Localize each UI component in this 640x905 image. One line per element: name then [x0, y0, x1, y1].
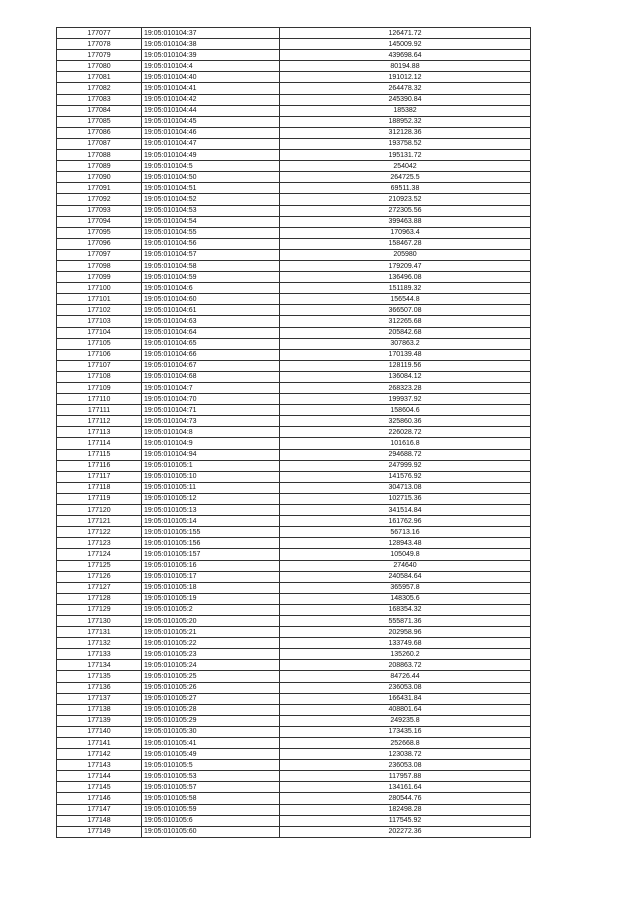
value-cell: 136496.08: [280, 272, 531, 283]
row-number-cell: 177110: [57, 394, 142, 405]
cadastral-number-cell: 19:05:010104:46: [142, 127, 280, 138]
cadastral-number-cell: 19:05:010104:71: [142, 405, 280, 416]
table-row: [57, 338, 531, 349]
table-row: [57, 449, 531, 460]
table-row: [57, 272, 531, 283]
value-cell: 188952.32: [280, 116, 531, 127]
value-cell: 170963.4: [280, 227, 531, 238]
table-row: [57, 593, 531, 604]
cadastral-number-cell: 19:05:010104:57: [142, 249, 280, 260]
row-number-cell: 177087: [57, 138, 142, 149]
table-row: [57, 283, 531, 294]
table-row: [57, 116, 531, 127]
row-number-cell: 177079: [57, 50, 142, 61]
cadastral-number-cell: 19:05:010104:68: [142, 371, 280, 382]
cadastral-number-cell: 19:05:010105:20: [142, 615, 280, 626]
row-number-cell: 177119: [57, 493, 142, 504]
table-row: [57, 405, 531, 416]
value-cell: 312265.68: [280, 316, 531, 327]
value-cell: 252668.8: [280, 738, 531, 749]
table-row: [57, 427, 531, 438]
value-cell: 312128.36: [280, 127, 531, 138]
cadastral-number-cell: 19:05:010104:9: [142, 438, 280, 449]
table-row: [57, 582, 531, 593]
table-row: [57, 238, 531, 249]
value-cell: 133749.68: [280, 638, 531, 649]
value-cell: 202958.96: [280, 627, 531, 638]
value-cell: 185382: [280, 105, 531, 116]
value-cell: 191012.12: [280, 72, 531, 83]
value-cell: 158604.6: [280, 405, 531, 416]
table-row: [57, 704, 531, 715]
cadastral-number-cell: 19:05:010104:55: [142, 227, 280, 238]
cadastral-number-cell: 19:05:010105:28: [142, 704, 280, 715]
value-cell: 123038.72: [280, 749, 531, 760]
cadastral-number-cell: 19:05:010105:49: [142, 749, 280, 760]
value-cell: 408801.64: [280, 704, 531, 715]
row-number-cell: 177080: [57, 61, 142, 72]
table-row: [57, 615, 531, 626]
table-row: [57, 316, 531, 327]
row-number-cell: 177149: [57, 826, 142, 837]
cadastral-number-cell: 19:05:010104:50: [142, 172, 280, 183]
cadastral-number-cell: 19:05:010105:24: [142, 660, 280, 671]
value-cell: 151189.32: [280, 283, 531, 294]
row-number-cell: 177089: [57, 161, 142, 172]
row-number-cell: 177088: [57, 150, 142, 161]
cadastral-number-cell: 19:05:010105:14: [142, 516, 280, 527]
value-cell: 145009.92: [280, 39, 531, 50]
row-number-cell: 177084: [57, 105, 142, 116]
table-row: [57, 305, 531, 316]
row-number-cell: 177140: [57, 726, 142, 737]
row-number-cell: 177103: [57, 316, 142, 327]
table-row: [57, 749, 531, 760]
table-row: [57, 715, 531, 726]
cadastral-number-cell: 19:05:010104:5: [142, 161, 280, 172]
table-row: [57, 194, 531, 205]
table-row: [57, 549, 531, 560]
table-row: [57, 327, 531, 338]
value-cell: 280544.76: [280, 793, 531, 804]
table-row: [57, 94, 531, 105]
cadastral-number-cell: 19:05:010104:60: [142, 294, 280, 305]
value-cell: 439698.64: [280, 50, 531, 61]
cadastral-number-cell: 19:05:010104:52: [142, 194, 280, 205]
table-body: [57, 28, 531, 838]
cadastral-number-cell: 19:05:010104:40: [142, 72, 280, 83]
table-row: [57, 161, 531, 172]
row-number-cell: 177141: [57, 738, 142, 749]
value-cell: 168354.32: [280, 604, 531, 615]
row-number-cell: 177131: [57, 627, 142, 638]
value-cell: 399463.88: [280, 216, 531, 227]
cadastral-number-cell: 19:05:010105:17: [142, 571, 280, 582]
value-cell: 236053.08: [280, 760, 531, 771]
cadastral-number-cell: 19:05:010104:8: [142, 427, 280, 438]
table-row: [57, 493, 531, 504]
cadastral-number-cell: 19:05:010105:23: [142, 649, 280, 660]
table-row: [57, 150, 531, 161]
value-cell: 56713.16: [280, 527, 531, 538]
row-number-cell: 177111: [57, 405, 142, 416]
value-cell: 179209.47: [280, 260, 531, 271]
row-number-cell: 177091: [57, 183, 142, 194]
table-row: [57, 394, 531, 405]
table-row: [57, 105, 531, 116]
table-row: [57, 804, 531, 815]
row-number-cell: 177107: [57, 360, 142, 371]
cadastral-number-cell: 19:05:010104:94: [142, 449, 280, 460]
table-row: [57, 649, 531, 660]
value-cell: 249235.8: [280, 715, 531, 726]
table-row: [57, 349, 531, 360]
row-number-cell: 177082: [57, 83, 142, 94]
value-cell: 84726.44: [280, 671, 531, 682]
row-number-cell: 177100: [57, 283, 142, 294]
cadastral-number-cell: 19:05:010104:54: [142, 216, 280, 227]
row-number-cell: 177104: [57, 327, 142, 338]
value-cell: 294688.72: [280, 449, 531, 460]
cadastral-number-cell: 19:05:010105:19: [142, 593, 280, 604]
value-cell: 365957.8: [280, 582, 531, 593]
cadastral-number-cell: 19:05:010104:41: [142, 83, 280, 94]
cadastral-number-cell: 19:05:010105:22: [142, 638, 280, 649]
cadastral-number-cell: 19:05:010104:47: [142, 138, 280, 149]
table-row: [57, 671, 531, 682]
cadastral-number-cell: 19:05:010104:44: [142, 105, 280, 116]
value-cell: 161762.96: [280, 516, 531, 527]
table-row: [57, 516, 531, 527]
row-number-cell: 177093: [57, 205, 142, 216]
value-cell: 117545.92: [280, 815, 531, 826]
row-number-cell: 177117: [57, 471, 142, 482]
table-row: [57, 249, 531, 260]
value-cell: 268323.28: [280, 383, 531, 394]
cadastral-number-cell: 19:05:010105:13: [142, 505, 280, 516]
value-cell: 128943.48: [280, 538, 531, 549]
table-row: [57, 383, 531, 394]
table-row: [57, 138, 531, 149]
table-row: [57, 83, 531, 94]
row-number-cell: 177144: [57, 771, 142, 782]
row-number-cell: 177115: [57, 449, 142, 460]
row-number-cell: 177099: [57, 272, 142, 283]
value-cell: 117957.88: [280, 771, 531, 782]
table-row: [57, 527, 531, 538]
value-cell: 245390.84: [280, 94, 531, 105]
row-number-cell: 177148: [57, 815, 142, 826]
value-cell: 80194.88: [280, 61, 531, 72]
table-row: [57, 682, 531, 693]
table-row: [57, 482, 531, 493]
value-cell: 136084.12: [280, 371, 531, 382]
cadastral-number-cell: 19:05:010105:58: [142, 793, 280, 804]
value-cell: 199937.92: [280, 394, 531, 405]
table-row: [57, 61, 531, 72]
row-number-cell: 177092: [57, 194, 142, 205]
cadastral-number-cell: 19:05:010105:41: [142, 738, 280, 749]
row-number-cell: 177086: [57, 127, 142, 138]
cadastral-number-cell: 19:05:010104:63: [142, 316, 280, 327]
table-row: [57, 72, 531, 83]
table-row: [57, 205, 531, 216]
row-number-cell: 177135: [57, 671, 142, 682]
table-row: [57, 604, 531, 615]
row-number-cell: 177112: [57, 416, 142, 427]
value-cell: 166431.84: [280, 693, 531, 704]
table-row: [57, 760, 531, 771]
row-number-cell: 177118: [57, 482, 142, 493]
value-cell: 325860.36: [280, 416, 531, 427]
table-row: [57, 39, 531, 50]
cadastral-number-cell: 19:05:010104:65: [142, 338, 280, 349]
value-cell: 247999.92: [280, 460, 531, 471]
cadastral-number-cell: 19:05:010104:70: [142, 394, 280, 405]
row-number-cell: 177143: [57, 760, 142, 771]
row-number-cell: 177095: [57, 227, 142, 238]
value-cell: 105049.8: [280, 549, 531, 560]
value-cell: 304713.08: [280, 482, 531, 493]
cadastral-number-cell: 19:05:010104:73: [142, 416, 280, 427]
value-cell: 264725.5: [280, 172, 531, 183]
cadastral-number-cell: 19:05:010104:59: [142, 272, 280, 283]
row-number-cell: 177147: [57, 804, 142, 815]
row-number-cell: 177122: [57, 527, 142, 538]
value-cell: 341514.84: [280, 505, 531, 516]
table-row: [57, 183, 531, 194]
row-number-cell: 177116: [57, 460, 142, 471]
table-row: [57, 826, 531, 837]
cadastral-number-cell: 19:05:010104:66: [142, 349, 280, 360]
row-number-cell: 177105: [57, 338, 142, 349]
cadastral-number-cell: 19:05:010105:157: [142, 549, 280, 560]
value-cell: 156544.8: [280, 294, 531, 305]
cadastral-number-cell: 19:05:010105:18: [142, 582, 280, 593]
cadastral-number-cell: 19:05:010104:37: [142, 28, 280, 39]
row-number-cell: 177077: [57, 28, 142, 39]
table-row: [57, 460, 531, 471]
row-number-cell: 177146: [57, 793, 142, 804]
row-number-cell: 177134: [57, 660, 142, 671]
table-row: [57, 227, 531, 238]
cadastral-number-cell: 19:05:010104:61: [142, 305, 280, 316]
row-number-cell: 177081: [57, 72, 142, 83]
table-row: [57, 782, 531, 793]
value-cell: 135260.2: [280, 649, 531, 660]
table-row: [57, 815, 531, 826]
value-cell: 274640: [280, 560, 531, 571]
value-cell: 272305.56: [280, 205, 531, 216]
row-number-cell: 177129: [57, 604, 142, 615]
value-cell: 202272.36: [280, 826, 531, 837]
row-number-cell: 177126: [57, 571, 142, 582]
cadastral-number-cell: 19:05:010105:11: [142, 482, 280, 493]
row-number-cell: 177085: [57, 116, 142, 127]
row-number-cell: 177106: [57, 349, 142, 360]
cadastral-number-cell: 19:05:010105:155: [142, 527, 280, 538]
cadastral-number-cell: 19:05:010104:53: [142, 205, 280, 216]
cadastral-number-cell: 19:05:010105:30: [142, 726, 280, 737]
row-number-cell: 177090: [57, 172, 142, 183]
value-cell: 254042: [280, 161, 531, 172]
row-number-cell: 177114: [57, 438, 142, 449]
row-number-cell: 177137: [57, 693, 142, 704]
value-cell: 134161.64: [280, 782, 531, 793]
cadastral-number-cell: 19:05:010104:67: [142, 360, 280, 371]
row-number-cell: 177125: [57, 560, 142, 571]
table-row: [57, 360, 531, 371]
cadastral-number-cell: 19:05:010104:51: [142, 183, 280, 194]
table-row: [57, 638, 531, 649]
cadastral-number-cell: 19:05:010104:56: [142, 238, 280, 249]
table-row: [57, 438, 531, 449]
value-cell: 264478.32: [280, 83, 531, 94]
row-number-cell: 177145: [57, 782, 142, 793]
table-row: [57, 127, 531, 138]
table-row: [57, 627, 531, 638]
table-row: [57, 371, 531, 382]
row-number-cell: 177139: [57, 715, 142, 726]
cadastral-number-cell: 19:05:010104:6: [142, 283, 280, 294]
row-number-cell: 177133: [57, 649, 142, 660]
value-cell: 69511.38: [280, 183, 531, 194]
value-cell: 366507.08: [280, 305, 531, 316]
row-number-cell: 177121: [57, 516, 142, 527]
table-row: [57, 793, 531, 804]
table-row: [57, 693, 531, 704]
value-cell: 158467.28: [280, 238, 531, 249]
row-number-cell: 177109: [57, 383, 142, 394]
cadastral-number-cell: 19:05:010105:27: [142, 693, 280, 704]
row-number-cell: 177094: [57, 216, 142, 227]
table-row: [57, 50, 531, 61]
table-row: [57, 172, 531, 183]
table-row: [57, 294, 531, 305]
value-cell: 170139.48: [280, 349, 531, 360]
value-cell: 128119.56: [280, 360, 531, 371]
value-cell: 148305.6: [280, 593, 531, 604]
table-row: [57, 771, 531, 782]
cadastral-number-cell: 19:05:010104:64: [142, 327, 280, 338]
cadastral-number-cell: 19:05:010104:45: [142, 116, 280, 127]
row-number-cell: 177136: [57, 682, 142, 693]
value-cell: 555871.36: [280, 615, 531, 626]
row-number-cell: 177142: [57, 749, 142, 760]
row-number-cell: 177083: [57, 94, 142, 105]
table-row: [57, 505, 531, 516]
table-row: [57, 416, 531, 427]
value-cell: 182498.28: [280, 804, 531, 815]
value-cell: 226028.72: [280, 427, 531, 438]
table-row: [57, 216, 531, 227]
cadastral-number-cell: 19:05:010105:1: [142, 460, 280, 471]
cadastral-number-cell: 19:05:010105:12: [142, 493, 280, 504]
cadastral-number-cell: 19:05:010105:5: [142, 760, 280, 771]
cadastral-number-cell: 19:05:010105:25: [142, 671, 280, 682]
value-cell: 208863.72: [280, 660, 531, 671]
row-number-cell: 177130: [57, 615, 142, 626]
value-cell: 205842.68: [280, 327, 531, 338]
row-number-cell: 177096: [57, 238, 142, 249]
table-row: [57, 471, 531, 482]
row-number-cell: 177101: [57, 294, 142, 305]
row-number-cell: 177078: [57, 39, 142, 50]
cadastral-number-cell: 19:05:010105:10: [142, 471, 280, 482]
table-row: [57, 538, 531, 549]
data-table: [56, 27, 531, 838]
value-cell: 236053.08: [280, 682, 531, 693]
cadastral-number-cell: 19:05:010104:58: [142, 260, 280, 271]
row-number-cell: 177097: [57, 249, 142, 260]
value-cell: 193758.52: [280, 138, 531, 149]
row-number-cell: 177124: [57, 549, 142, 560]
cadastral-number-cell: 19:05:010105:29: [142, 715, 280, 726]
row-number-cell: 177098: [57, 260, 142, 271]
row-number-cell: 177123: [57, 538, 142, 549]
value-cell: 307863.2: [280, 338, 531, 349]
table-row: [57, 260, 531, 271]
row-number-cell: 177113: [57, 427, 142, 438]
cadastral-number-cell: 19:05:010104:49: [142, 150, 280, 161]
table-row: [57, 660, 531, 671]
row-number-cell: 177138: [57, 704, 142, 715]
cadastral-number-cell: 19:05:010105:6: [142, 815, 280, 826]
value-cell: 126471.72: [280, 28, 531, 39]
row-number-cell: 177132: [57, 638, 142, 649]
cadastral-number-cell: 19:05:010105:2: [142, 604, 280, 615]
cadastral-number-cell: 19:05:010104:38: [142, 39, 280, 50]
row-number-cell: 177108: [57, 371, 142, 382]
cadastral-number-cell: 19:05:010104:39: [142, 50, 280, 61]
row-number-cell: 177120: [57, 505, 142, 516]
value-cell: 210923.52: [280, 194, 531, 205]
cadastral-number-cell: 19:05:010104:4: [142, 61, 280, 72]
value-cell: 101616.8: [280, 438, 531, 449]
cadastral-number-cell: 19:05:010105:57: [142, 782, 280, 793]
table-row: [57, 560, 531, 571]
cadastral-number-cell: 19:05:010104:7: [142, 383, 280, 394]
value-cell: 141576.92: [280, 471, 531, 482]
table-row: [57, 571, 531, 582]
cadastral-number-cell: 19:05:010105:60: [142, 826, 280, 837]
cadastral-number-cell: 19:05:010105:59: [142, 804, 280, 815]
row-number-cell: 177127: [57, 582, 142, 593]
row-number-cell: 177102: [57, 305, 142, 316]
cadastral-number-cell: 19:05:010105:156: [142, 538, 280, 549]
value-cell: 195131.72: [280, 150, 531, 161]
table-row: [57, 28, 531, 39]
value-cell: 205980: [280, 249, 531, 260]
value-cell: 102715.36: [280, 493, 531, 504]
table-row: [57, 738, 531, 749]
cadastral-number-cell: 19:05:010104:42: [142, 94, 280, 105]
value-cell: 240584.64: [280, 571, 531, 582]
table-row: [57, 726, 531, 737]
cadastral-number-cell: 19:05:010105:21: [142, 627, 280, 638]
cadastral-number-cell: 19:05:010105:53: [142, 771, 280, 782]
value-cell: 173435.16: [280, 726, 531, 737]
cadastral-number-cell: 19:05:010105:16: [142, 560, 280, 571]
row-number-cell: 177128: [57, 593, 142, 604]
cadastral-number-cell: 19:05:010105:26: [142, 682, 280, 693]
